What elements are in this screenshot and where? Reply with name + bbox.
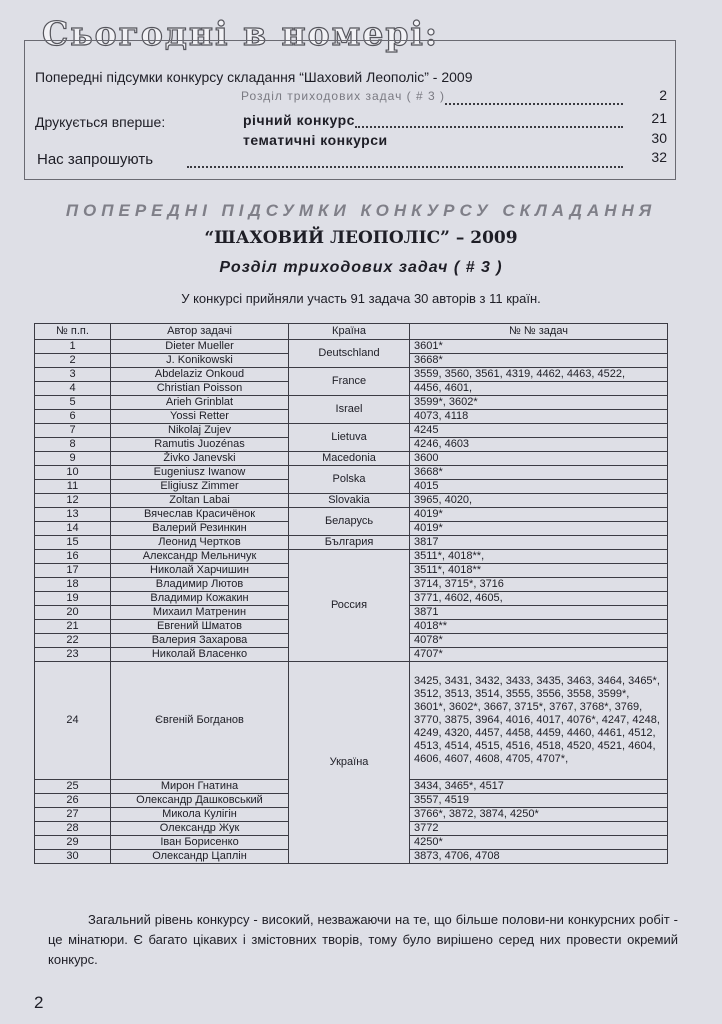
author-name: Eugeniusz Iwanow <box>111 466 289 480</box>
author-name: Александр Мельничук <box>111 550 289 564</box>
country-name: France <box>289 368 410 396</box>
problem-numbers: 4707* <box>410 648 668 662</box>
author-name: Олександр Цаплін <box>111 850 289 864</box>
toc-page-number: 2 <box>659 87 667 103</box>
problem-numbers: 3772 <box>410 822 668 836</box>
table-row <box>35 536 668 550</box>
article-title: ПОПЕРЕДНІ ПІДСУМКИ КОНКУРСУ СКЛАДАННЯ <box>65 201 657 220</box>
row-number: 8 <box>35 438 111 452</box>
author-name: Валерий Резинкин <box>111 522 289 536</box>
contents-box <box>24 40 676 180</box>
author-name: Nikolaj Zujev <box>111 424 289 438</box>
row-number: 17 <box>35 564 111 578</box>
row-number: 7 <box>35 424 111 438</box>
author-name: Леонид Чертков <box>111 536 289 550</box>
table-row <box>35 452 668 466</box>
table-row <box>35 550 668 564</box>
problem-numbers: 4078* <box>410 634 668 648</box>
toc-leader-dots <box>355 126 623 128</box>
author-name: Yossi Retter <box>111 410 289 424</box>
row-number: 28 <box>35 822 111 836</box>
header-number: № п.п. <box>35 324 111 340</box>
issue-contents-banner: Сьогодні в номері: <box>42 14 440 53</box>
problem-numbers: 4073, 4118 <box>410 410 668 424</box>
toc-item-annual-contest: річний конкурс <box>243 112 355 128</box>
author-name: Микола Кулігін <box>111 808 289 822</box>
page-number: 2 <box>34 993 44 1012</box>
row-number: 13 <box>35 508 111 522</box>
table-row <box>35 396 668 410</box>
row-number: 10 <box>35 466 111 480</box>
conclusion-paragraph <box>48 910 678 970</box>
problem-numbers: 3965, 4020, <box>410 494 668 508</box>
toc-leader-dots <box>445 103 623 105</box>
row-number: 12 <box>35 494 111 508</box>
header-country: Країна <box>289 324 410 340</box>
problem-numbers: 3714, 3715*, 3716 <box>410 578 668 592</box>
toc-leader-dots <box>187 166 623 168</box>
problem-numbers: 3599*, 3602* <box>410 396 668 410</box>
author-name: Вячеслав Красичёнок <box>111 508 289 522</box>
article-intro: У конкурсі прийняли участь 91 задача 30 авторів з 11 країн. <box>181 291 541 306</box>
author-name: Олександр Дашковський <box>111 794 289 808</box>
author-name: Ramutis Juozénas <box>111 438 289 452</box>
row-number: 6 <box>35 410 111 424</box>
table-row <box>35 662 668 780</box>
conclusion-text: Загальний рівень конкурсу - високий, незважаючи на те, що більше полови-ни конкурсних робіт - це мінатюри. Є багато цікавих і змістовних творів, тому було вирішено серед них провести окремий конкурс. <box>48 912 678 967</box>
author-name: Eligiusz Zimmer <box>111 480 289 494</box>
author-name: Abdelaziz Onkoud <box>111 368 289 382</box>
row-number: 24 <box>35 662 111 780</box>
country-name: България <box>289 536 410 550</box>
problem-numbers: 4019* <box>410 522 668 536</box>
problem-numbers: 3766*, 3872, 3874, 4250* <box>410 808 668 822</box>
country-name: Macedonia <box>289 452 410 466</box>
author-name: Živko Janevski <box>111 452 289 466</box>
participants-table <box>34 323 668 864</box>
row-number: 4 <box>35 382 111 396</box>
author-name: Zoltan Labai <box>111 494 289 508</box>
table-row <box>35 494 668 508</box>
author-name: Dieter Mueller <box>111 340 289 354</box>
country-name: Беларусь <box>289 508 410 536</box>
row-number: 23 <box>35 648 111 662</box>
row-number: 16 <box>35 550 111 564</box>
problem-numbers: 3511*, 4018** <box>410 564 668 578</box>
author-name: Михаил Матренин <box>111 606 289 620</box>
toc-item-thematic-contests: тематичні конкурси <box>243 132 388 148</box>
problem-numbers: 4019* <box>410 508 668 522</box>
row-number: 25 <box>35 780 111 794</box>
row-number: 14 <box>35 522 111 536</box>
problem-numbers: 4456, 4601, <box>410 382 668 396</box>
table-row <box>35 368 668 382</box>
author-name: Евгений Шматов <box>111 620 289 634</box>
problem-numbers: 3668* <box>410 354 668 368</box>
table-row <box>35 466 668 480</box>
country-name: Polska <box>289 466 410 494</box>
toc-item-invitations: Нас запрошують <box>37 151 154 168</box>
row-number: 26 <box>35 794 111 808</box>
country-name: Deutschland <box>289 340 410 368</box>
problem-numbers: 3817 <box>410 536 668 550</box>
row-number: 11 <box>35 480 111 494</box>
article-subtitle: “ШАХОВИЙ ЛЕОПОЛІС” – 2009 <box>204 228 518 248</box>
row-number: 15 <box>35 536 111 550</box>
author-name: Владимир Лютов <box>111 578 289 592</box>
row-number: 21 <box>35 620 111 634</box>
table-row <box>35 424 668 438</box>
table-header-row <box>35 324 668 340</box>
author-name: Владимир Кожакин <box>111 592 289 606</box>
problem-numbers: 4015 <box>410 480 668 494</box>
problem-numbers: 3668* <box>410 466 668 480</box>
problem-numbers: 4246, 4603 <box>410 438 668 452</box>
author-name: Arieh Grinblat <box>111 396 289 410</box>
country-name: Lietuva <box>289 424 410 452</box>
problem-numbers: 4245 <box>410 424 668 438</box>
author-name: Євгеній Богданов <box>111 662 289 780</box>
problem-numbers: 3511*, 4018**, <box>410 550 668 564</box>
author-name: Олександр Жук <box>111 822 289 836</box>
row-number: 22 <box>35 634 111 648</box>
row-number: 30 <box>35 850 111 864</box>
problem-numbers: 3600 <box>410 452 668 466</box>
row-number: 5 <box>35 396 111 410</box>
author-name: Николай Власенко <box>111 648 289 662</box>
author-name: Іван Борисенко <box>111 836 289 850</box>
toc-page-number: 21 <box>651 110 667 126</box>
row-number: 29 <box>35 836 111 850</box>
problem-numbers: 3871 <box>410 606 668 620</box>
problem-numbers: 4018** <box>410 620 668 634</box>
row-number: 27 <box>35 808 111 822</box>
author-name: Валерия Захарова <box>111 634 289 648</box>
problem-numbers: 3559, 3560, 3561, 4319, 4462, 4463, 4522, <box>410 368 668 382</box>
problem-numbers: 4250* <box>410 836 668 850</box>
toc-item-three-movers: Розділ триходових задач ( # 3 ) <box>241 89 446 103</box>
author-name: Мирон Гнатина <box>111 780 289 794</box>
table-row <box>35 340 668 354</box>
header-author: Автор задачі <box>111 324 289 340</box>
row-number: 1 <box>35 340 111 354</box>
row-number: 18 <box>35 578 111 592</box>
author-name: J. Konikowski <box>111 354 289 368</box>
problem-numbers: 3557, 4519 <box>410 794 668 808</box>
article-section-title: Розділ триходових задач ( # 3 ) <box>219 259 503 276</box>
toc-item-preliminary-results: Попередні підсумки конкурсу складання “Шаховий Леополіс” - 2009 <box>35 69 473 85</box>
row-number: 9 <box>35 452 111 466</box>
row-number: 2 <box>35 354 111 368</box>
row-number: 20 <box>35 606 111 620</box>
problem-numbers: 3434, 3465*, 4517 <box>410 780 668 794</box>
problem-numbers: 3425, 3431, 3432, 3433, 3435, 3463, 3464, 3465*, 3512, 3513, 3514, 3555, 3556, 3558, 3599*, 3601*, 3602*, 3667, 3715*, 3767, 3768*, 3769, 3770, 3875, 3964, 4016, 4017, 4076*, 4247, 4248, 4249, 4320, 4457, 4458, 4459, 4460, 4461, 4512, 4513, 4514, 4515, 4516, 4518, 4520, 4521, 4604, 4606, 4607, 4608, 4705, 4707*, <box>410 662 668 780</box>
author-name: Николай Харчишин <box>111 564 289 578</box>
country-name: Slovakia <box>289 494 410 508</box>
country-name: Россия <box>289 550 410 662</box>
header-problems: № № задач <box>410 324 668 340</box>
problem-numbers: 3601* <box>410 340 668 354</box>
table-body <box>35 340 668 864</box>
table-row <box>35 508 668 522</box>
country-name: Israel <box>289 396 410 424</box>
toc-item-first-published: Друкується вперше: <box>35 114 166 130</box>
problem-numbers: 3771, 4602, 4605, <box>410 592 668 606</box>
problem-numbers: 3873, 4706, 4708 <box>410 850 668 864</box>
author-name: Christian Poisson <box>111 382 289 396</box>
row-number: 3 <box>35 368 111 382</box>
row-number: 19 <box>35 592 111 606</box>
toc-page-number: 32 <box>651 149 667 165</box>
toc-page-number: 30 <box>651 130 667 146</box>
country-name: Україна <box>289 662 410 864</box>
